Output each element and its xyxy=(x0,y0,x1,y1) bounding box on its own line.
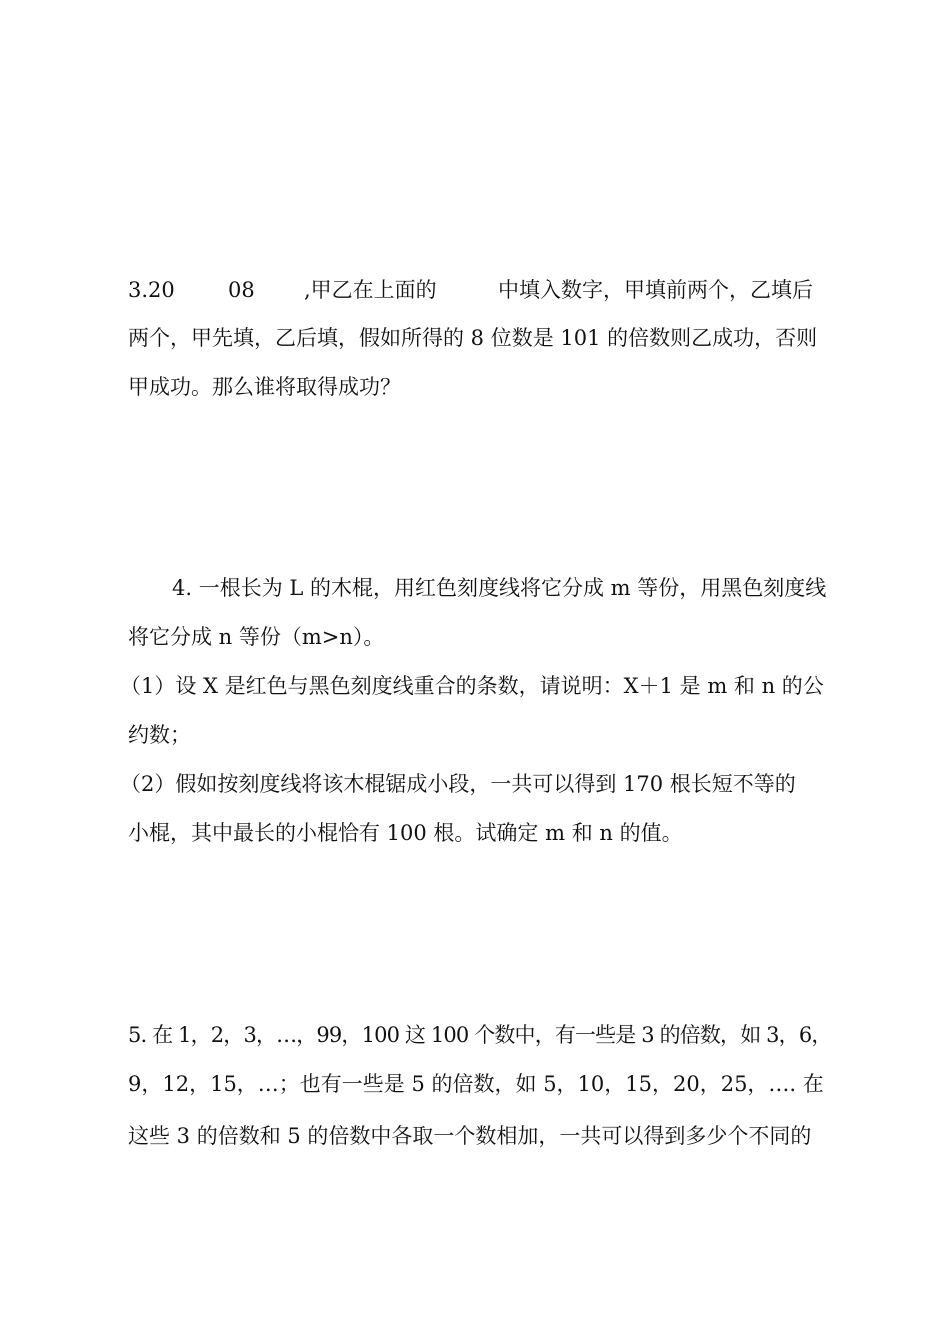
problem-5-line-1: 5. 在 1，2，3，…，99，100 这 100 个数中，有一些是 3 的倍数，如 3，6， xyxy=(128,1023,832,1047)
problem-4-sub1-line-2: 约数； xyxy=(128,723,191,747)
problem-4-sub2-line-2: 小棍，其中最长的小棍恰有 100 根。试确定 m 和 n 的值。 xyxy=(128,821,683,845)
problem-3-text-b: 中填入数字，甲填前两个，乙填后 xyxy=(498,278,813,302)
problem-3-line-2: 两个，甲先填，乙后填，假如所得的 8 位数是 101 的倍数则乙成功，否则 xyxy=(128,326,818,350)
problem-4-line-2: 将它分成 n 等份（m>n）。 xyxy=(128,625,385,649)
problem-4-sub2-line-1: （2）假如按刻度线将该木棍锯成小段，一共可以得到 170 根长短不等的 xyxy=(120,772,796,796)
problem-4-sub1-line-1: （1）设 X 是红色与黑色刻度线重合的条数，请说明：X＋1 是 m 和 n 的公 xyxy=(120,674,824,698)
problem-3-digits: 08 xyxy=(228,278,255,302)
problem-4-line-1: 4. 一根长为 L 的木棍，用红色刻度线将它分成 m 等份，用黑色刻度线 xyxy=(172,576,827,600)
problem-5-line-3: 这些 3 的倍数和 5 的倍数中各取一个数相加，一共可以得到多少个不同的 xyxy=(128,1124,812,1148)
problem-3-line-3: 甲成功。那么谁将取得成功？ xyxy=(128,375,401,399)
problem-5-line-2: 9，12，15，…；也有一些是 5 的倍数，如 5，10，15，20，25，…. 在 xyxy=(128,1072,824,1096)
problem-3-text-a: ,甲乙在上面的 xyxy=(304,278,437,302)
problem-3-number: 3.20 xyxy=(128,278,175,302)
